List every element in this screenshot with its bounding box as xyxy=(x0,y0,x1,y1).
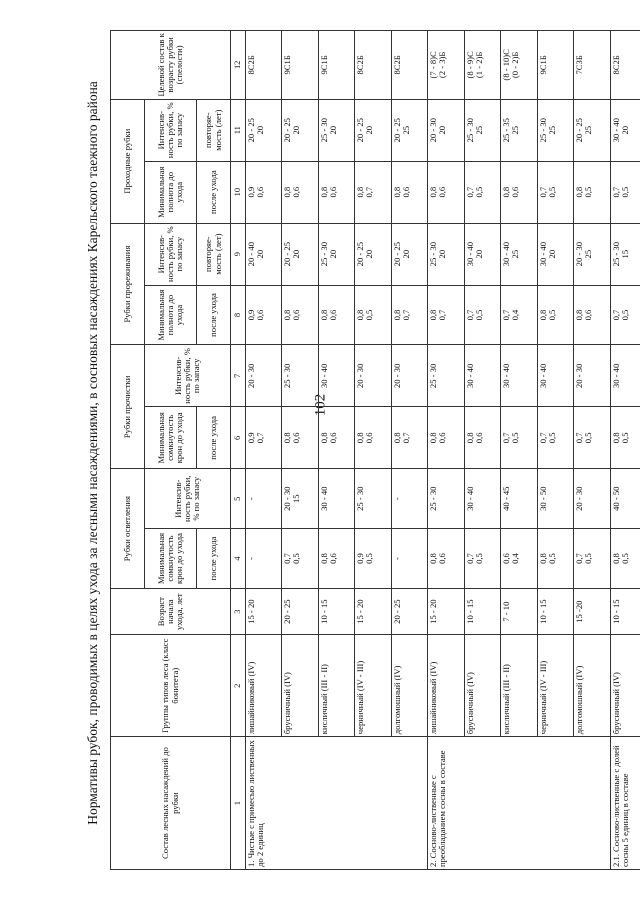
table-cell: 20 - 25 20 xyxy=(282,223,318,285)
table-cell: 20 - 30 xyxy=(574,469,610,529)
table-cell: 0,7 0,5 xyxy=(282,529,318,589)
header-groups: Группы типов леса (класс бонитета) xyxy=(111,635,231,737)
forest-type-group: лишайниковый (IV) xyxy=(246,635,282,737)
column-number: 7 xyxy=(231,345,246,407)
table-cell: 30 - 40 xyxy=(318,469,354,529)
table-cell: 0,8 0,6 xyxy=(501,161,537,223)
column-number: 5 xyxy=(231,469,246,529)
header-target: Целевой состав к возрасту рубки (спелости) xyxy=(111,31,231,100)
table-cell: 25 - 30 xyxy=(428,469,464,529)
table-cell: 0,7 0,5 xyxy=(537,161,573,223)
table-cell: 0,8 0,6 xyxy=(282,407,318,469)
column-number: 12 xyxy=(231,31,246,100)
table-cell: - xyxy=(246,469,282,529)
start-age: 10 - 15 xyxy=(537,588,573,634)
forest-type-group: черничный (IV - III) xyxy=(537,635,573,737)
table-cell: 0,9 0,6 xyxy=(246,161,282,223)
header-repeat-prohod: повторяе-мость (лет) xyxy=(197,99,231,161)
table-cell: 20 - 25 20 xyxy=(282,99,318,161)
table-cell: 0,6 0,4 xyxy=(501,529,537,589)
table-cell: 25 - 35 25 xyxy=(501,99,537,161)
table-cell: 8С2Б xyxy=(610,31,640,100)
table-cell: 0,8 0,7 xyxy=(391,407,427,469)
table-cell: 0,8 0,5 xyxy=(610,529,640,589)
column-number: 10 xyxy=(231,161,246,223)
start-age: 15 - 20 xyxy=(246,588,282,634)
table-cell: 20 - 25 20 xyxy=(355,223,391,285)
start-age: 7 - 10 xyxy=(501,588,537,634)
table-cell: 0,8 0,6 xyxy=(391,161,427,223)
column-number: 8 xyxy=(231,285,246,345)
table-cell: 30 - 40 20 xyxy=(464,223,500,285)
table-cell: 0,8 0,6 xyxy=(428,407,464,469)
table-cell: 20 - 30 xyxy=(355,345,391,407)
table-cell: 0,7 0,5 xyxy=(610,161,640,223)
table-cell: 0,7 0,5 xyxy=(464,285,500,345)
table-row xyxy=(428,31,464,870)
table-cell: - xyxy=(391,529,427,589)
table-cell: 20 - 25 20 xyxy=(355,99,391,161)
table-cell: 0,9 0,6 xyxy=(246,285,282,345)
table-cell: 0,8 0,7 xyxy=(391,285,427,345)
table-cell: 0,7 0,5 xyxy=(610,285,640,345)
table-cell: 30 - 40 20 xyxy=(610,99,640,161)
forest-type-group: долгомошный (IV) xyxy=(391,635,427,737)
table-cell: 20 - 30 xyxy=(246,345,282,407)
column-number: 4 xyxy=(231,529,246,589)
table-cell: (7 - 8)С (2 - 3)Б xyxy=(428,31,464,100)
table-cell: 9С1Б xyxy=(282,31,318,100)
column-number: 3 xyxy=(231,588,246,634)
table-cell: (8 - 9)С (1 - 2)Б xyxy=(464,31,500,100)
table-cell: 0,7 0,5 xyxy=(574,407,610,469)
table-cell: 20 - 25 25 xyxy=(391,99,427,161)
table-cell: 0,8 0,5 xyxy=(537,529,573,589)
table-cell: 25 - 30 xyxy=(282,345,318,407)
header-prohod: Проходные рубки xyxy=(111,99,145,223)
table-cell: 20 - 30 25 xyxy=(574,223,610,285)
header-after-osv: после ухода xyxy=(197,529,231,589)
table-cell: 0,8 0,6 xyxy=(282,285,318,345)
table-cell: 40 - 50 xyxy=(610,469,640,529)
section-label: 1. Чистые с примесью лиственных до 2 единиц xyxy=(246,737,428,870)
forest-type-group: черничный (IV - III) xyxy=(355,635,391,737)
table-cell: 8С2Б xyxy=(355,31,391,100)
page-title: Нормативы рубок, проводимых в целях ухода за лесными насаждениями, в сосновых насаждениях Карельского таежного района xyxy=(85,81,100,825)
table-row xyxy=(610,31,640,870)
table-cell: 25 - 30 25 xyxy=(464,99,500,161)
table-cell: 30 - 40 20 xyxy=(537,223,573,285)
table-cell: 0,8 0,6 xyxy=(355,407,391,469)
start-age: 20 - 25 xyxy=(282,588,318,634)
table-cell: - xyxy=(246,529,282,589)
header-min-dens-prorezh: Минимальная полнота до ухода xyxy=(145,285,197,345)
table-cell: 30 - 40 xyxy=(464,469,500,529)
table-cell: 20 - 30 15 xyxy=(282,469,318,529)
table-cell: 0,8 0,6 xyxy=(282,161,318,223)
table-cell: 0,9 0,7 xyxy=(246,407,282,469)
table-cell: 0,8 0,6 xyxy=(574,285,610,345)
start-age: 10 - 15 xyxy=(464,588,500,634)
forest-type-group: долгомошный (IV) xyxy=(574,635,610,737)
header-after-prorezh: после ухода xyxy=(197,285,231,345)
forest-type-group: кисличный (III - II) xyxy=(501,635,537,737)
table-cell: 9С1Б xyxy=(318,31,354,100)
table-cell: 0,9 0,5 xyxy=(355,529,391,589)
header-min-cover-proch: Минимальная сомкнутость крон до ухода xyxy=(145,407,197,469)
table-cell: 0,8 0,5 xyxy=(574,161,610,223)
header-intensity-proch: Интенсив-ность рубки, % по запасу xyxy=(145,345,231,407)
table-cell: 0,8 0,6 xyxy=(428,161,464,223)
table-cell: 20 - 25 25 xyxy=(574,99,610,161)
table-cell: 0,8 0,6 xyxy=(428,529,464,589)
column-number: 6 xyxy=(231,407,246,469)
table-cell: 0,8 0,6 xyxy=(318,285,354,345)
forest-type-group: брусничный (IV) xyxy=(282,635,318,737)
table-row xyxy=(246,31,282,870)
table-cell: 30 - 40 25 xyxy=(501,223,537,285)
header-intensity-prohod: Интенсив-ность рубки, % по запасу xyxy=(145,99,197,161)
section-label: 2.1. Сосново-лиственные с долей сосны 5 единиц в составе xyxy=(610,737,640,870)
table-cell: 20 - 30 xyxy=(391,345,427,407)
norms-table xyxy=(110,30,640,870)
table-cell: 0,8 0,7 xyxy=(355,161,391,223)
column-number: 9 xyxy=(231,223,246,285)
norms-table-container xyxy=(110,30,640,870)
table-cell: 0,7 0,4 xyxy=(501,285,537,345)
table-cell: 25 - 30 20 xyxy=(428,223,464,285)
forest-type-group: брусничный (IV) xyxy=(610,635,640,737)
header-prorezh: Рубки прореживания xyxy=(111,223,145,345)
forest-type-group: брусничный (IV) xyxy=(464,635,500,737)
header-after-proch: после ухода xyxy=(197,407,231,469)
table-cell: 40 - 45 xyxy=(501,469,537,529)
table-cell: 0,7 0,5 xyxy=(464,529,500,589)
table-cell: 30 - 40 xyxy=(610,345,640,407)
table-cell: 30 - 50 xyxy=(537,469,573,529)
table-cell: 25 - 30 15 xyxy=(610,223,640,285)
table-cell: 9С1Б xyxy=(537,31,573,100)
header-min-cover-osv: Минимальная сомкнутость крон до ухода xyxy=(145,529,197,589)
start-age: 15 -20 xyxy=(574,588,610,634)
header-proch: Рубки прочистки xyxy=(111,345,145,469)
table-cell: 25 - 30 xyxy=(355,469,391,529)
section-label: 2. Сосново-лиственные с преобладанием сосны в составе xyxy=(428,737,610,870)
column-number: 2 xyxy=(231,635,246,737)
header-age: Возраст начала ухода, лет xyxy=(111,588,231,634)
table-cell: 7С3Б xyxy=(574,31,610,100)
table-cell: 20 - 30 xyxy=(574,345,610,407)
table-cell: 20 - 40 20 xyxy=(246,223,282,285)
table-cell: 8С2Б xyxy=(246,31,282,100)
table-cell: 0,8 0,6 xyxy=(318,529,354,589)
table-cell: 0,7 0,5 xyxy=(537,407,573,469)
start-age: 20 - 25 xyxy=(391,588,427,634)
column-number-row xyxy=(231,31,246,870)
table-cell: 0,8 0,7 xyxy=(428,285,464,345)
column-number: 11 xyxy=(231,99,246,161)
table-cell: 0,7 0,5 xyxy=(574,529,610,589)
table-cell: 20 - 25 20 xyxy=(391,223,427,285)
table-cell: 30 - 40 xyxy=(464,345,500,407)
table-cell: 0,8 0,6 xyxy=(464,407,500,469)
table-cell: 0,8 0,6 xyxy=(318,161,354,223)
table-cell: 0,8 0,5 xyxy=(537,285,573,345)
table-cell: 0,8 0,5 xyxy=(355,285,391,345)
start-age: 15 - 20 xyxy=(355,588,391,634)
table-cell: 25 - 30 xyxy=(428,345,464,407)
forest-type-group: лишайниковый (IV) xyxy=(428,635,464,737)
header-osv: Рубки осветления xyxy=(111,469,145,589)
table-cell: 25 - 30 20 xyxy=(318,99,354,161)
table-cell: 25 - 30 25 xyxy=(537,99,573,161)
table-cell: 30 - 40 xyxy=(501,345,537,407)
header-intensity-prorezh: Интенсив-ность рубки, % по запасу xyxy=(145,223,197,285)
table-cell: 8С2Б xyxy=(391,31,427,100)
header-state: Состав лесных насаждений до рубки xyxy=(111,737,231,870)
table-cell: 0,8 0,5 xyxy=(610,407,640,469)
table-cell: (8 - 10)С (0 - 2)Б xyxy=(501,31,537,100)
header-after-prohod: после ухода xyxy=(197,161,231,223)
start-age: 15 - 20 xyxy=(428,588,464,634)
column-number: 1 xyxy=(231,737,246,870)
table-cell: - xyxy=(391,469,427,529)
forest-type-group: кисличный (III - II) xyxy=(318,635,354,737)
table-cell: 30 - 40 xyxy=(318,345,354,407)
table-body xyxy=(246,31,640,870)
start-age: 10 - 15 xyxy=(610,588,640,634)
header-intensity-osv: Интенсив-ность рубки, % по запасу xyxy=(145,469,231,529)
start-age: 10 - 15 xyxy=(318,588,354,634)
page-number: 102 xyxy=(312,393,329,417)
table-cell: 20 - 30 20 xyxy=(428,99,464,161)
table-cell: 0,8 0,6 xyxy=(318,407,354,469)
table-cell: 25 - 30 20 xyxy=(318,223,354,285)
header-repeat-prorezh: повторяе-мость (лет) xyxy=(197,223,231,285)
table-cell: 30 - 40 xyxy=(537,345,573,407)
table-cell: 20 - 25 20 xyxy=(246,99,282,161)
table-cell: 0,7 0,5 xyxy=(464,161,500,223)
header-min-dens-prohod: Минимальная полнота до ухода xyxy=(145,161,197,223)
table-cell: 0,7 0,5 xyxy=(501,407,537,469)
